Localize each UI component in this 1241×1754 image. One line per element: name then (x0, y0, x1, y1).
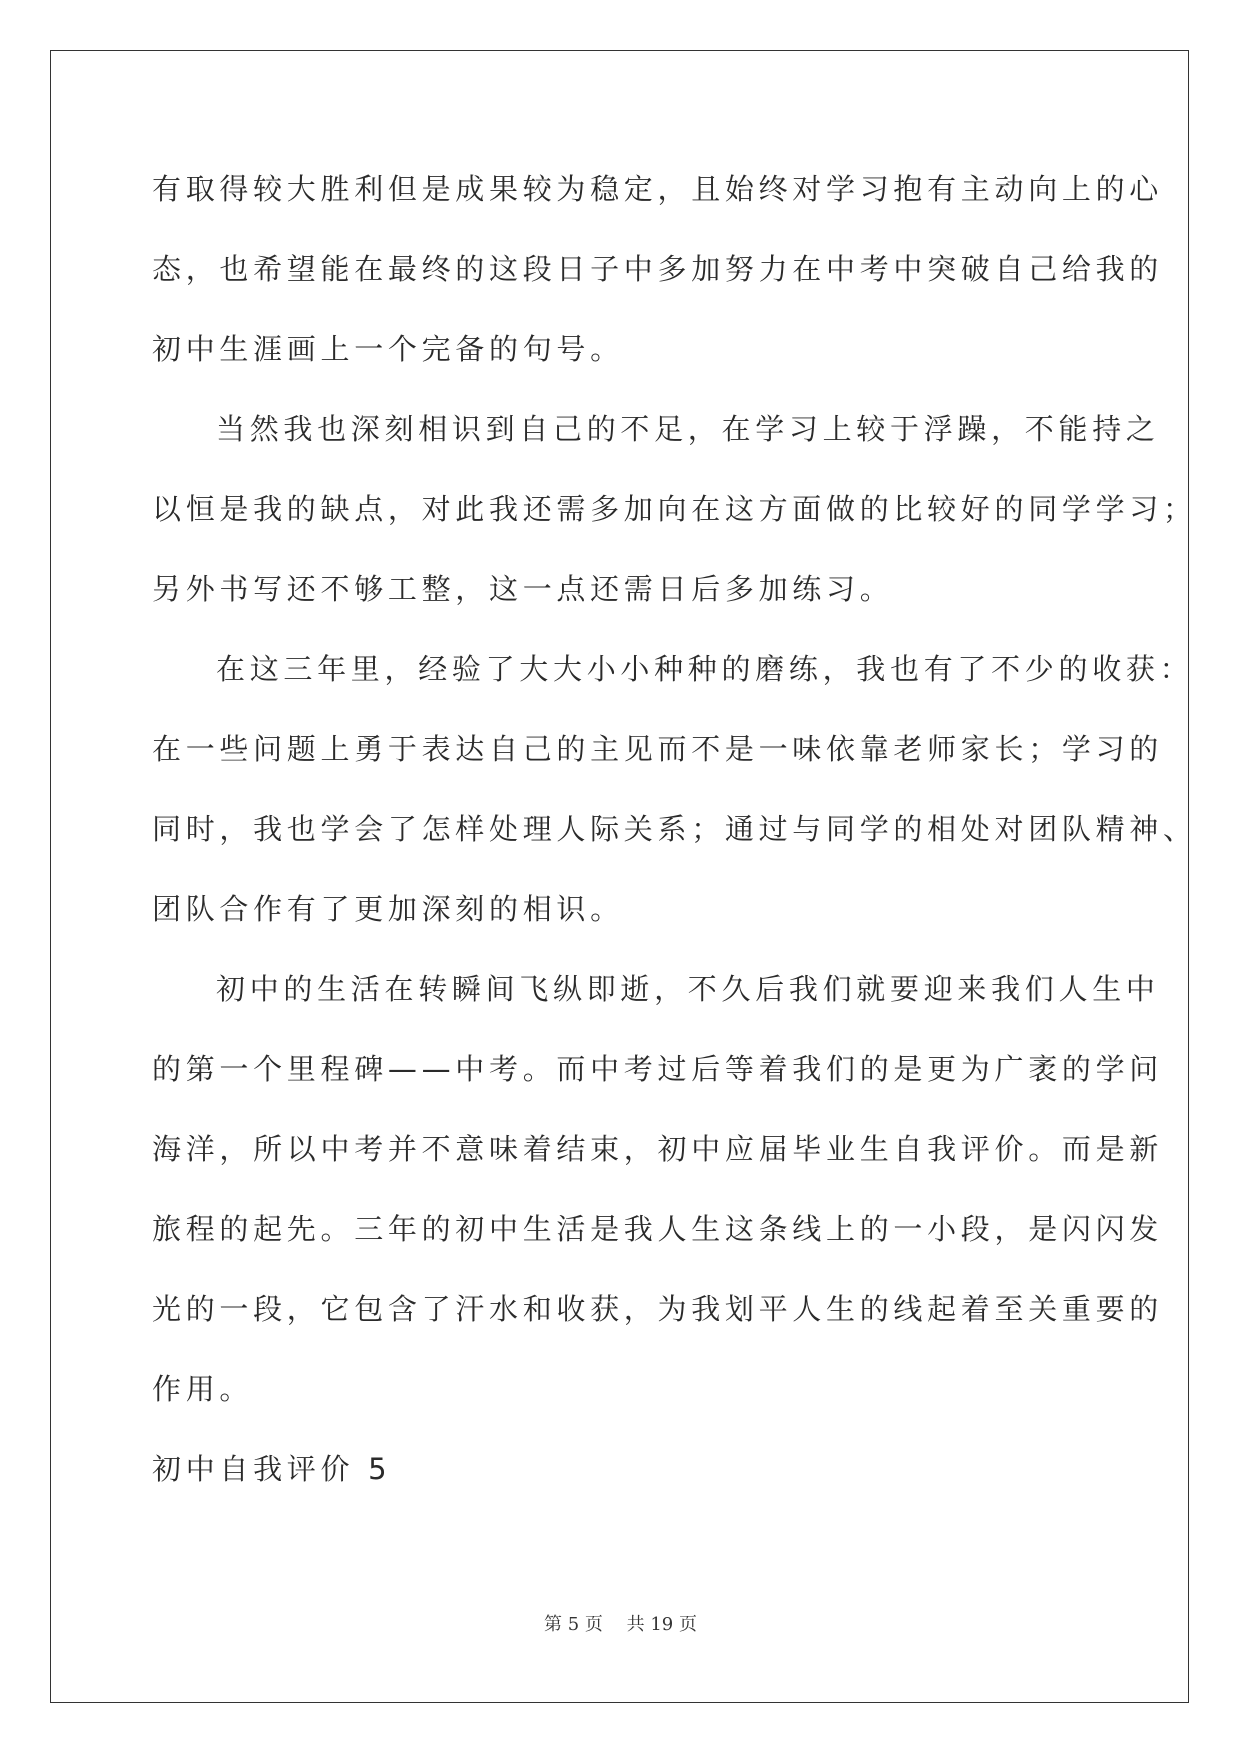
text-line: 团队合作有了更加深刻的相识。 (152, 892, 624, 926)
document-body (152, 161, 1197, 1511)
text-line: 光的一段，它包含了汗水和收获，为我划平人生的线起着至关重要的 (152, 1292, 1164, 1326)
text-line: 海洋，所以中考并不意味着结束，初中应届毕业生自我评价。而是新 (152, 1132, 1164, 1166)
text-line: 态，也希望能在最终的这段日子中多加努力在中考中突破自己给我的 (152, 252, 1164, 286)
text-line: 另外书写还不够工整，这一点还需日后多加练习。 (152, 572, 894, 606)
paragraph-first-line: 初中的生活在转瞬间飞纵即逝，不久后我们就要迎来我们人生中 (216, 972, 1160, 1006)
text-line: 的第一个里程碑——中考。而中考过后等着我们的是更为广袤的学问 (152, 1052, 1164, 1086)
page-number-footer: 第 5 页 共 19 页 (544, 1614, 697, 1635)
text-line: 以恒是我的缺点，对此我还需多加向在这方面做的比较好的同学学习； (152, 492, 1197, 526)
text-line: 旅程的起先。三年的初中生活是我人生这条线上的一小段，是闪闪发 (152, 1212, 1164, 1246)
section-heading: 初中自我评价 5 (152, 1452, 392, 1486)
paragraph-first-line: 在这三年里，经验了大大小小种种的磨练，我也有了不少的收获： (216, 652, 1194, 686)
text-line: 同时，我也学会了怎样处理人际关系；通过与同学的相处对团队精神、 (152, 812, 1197, 846)
paragraph-first-line: 当然我也深刻相识到自己的不足，在学习上较于浮躁，不能持之 (216, 412, 1160, 446)
text-line: 初中生涯画上一个完备的句号。 (152, 332, 624, 366)
text-line: 在一些问题上勇于表达自己的主见而不是一味依靠老师家长；学习的 (152, 732, 1164, 766)
text-line: 作用。 (152, 1372, 254, 1406)
text-line: 有取得较大胜利但是成果较为稳定，且始终对学习抱有主动向上的心 (152, 172, 1164, 206)
